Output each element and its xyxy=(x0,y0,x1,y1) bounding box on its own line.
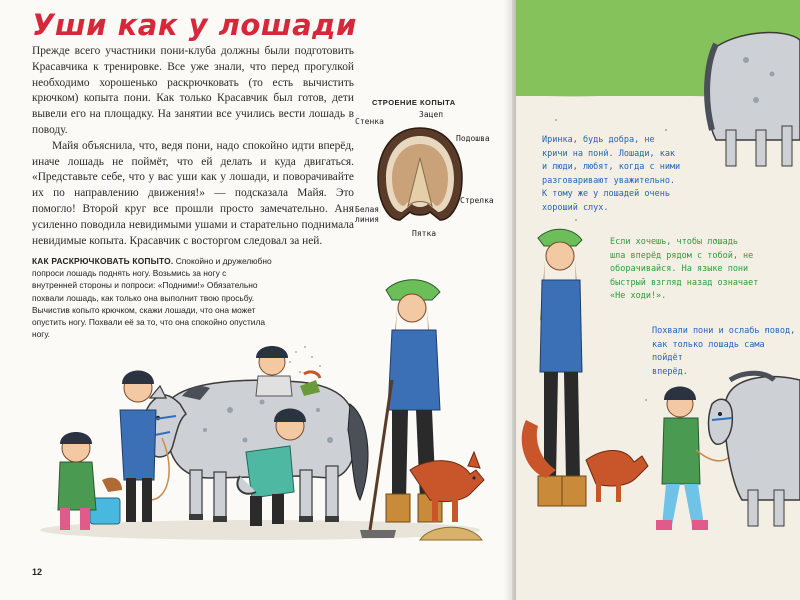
paragraph: Прежде всего участники пони-клуба должны были подготовить Красавчика к тренировке. Все уже знали, что перед прогулкой необходимо хорошенько раскрючковать (то есть вычистить крючком) копыта пони. Как только Красавчик был готов, дети вывели его на площадку. На занятии все учились вести лошадь в поводу. xyxy=(32,45,354,136)
note-line: хороший слух. xyxy=(542,202,609,213)
note-line: Иринка, будь добра, не xyxy=(542,135,655,145)
right-page xyxy=(516,0,800,600)
hoof-label-sole: Подошва xyxy=(456,134,490,143)
note-line: и люди, любят, когда с ними xyxy=(542,162,681,172)
note-line: оборачивайся. На языке пони xyxy=(610,264,749,274)
how-to-heading: КАК РАСКРЮЧКОВАТЬ КОПЫТО. xyxy=(32,256,174,266)
note-line: «Не ходи!». xyxy=(610,291,667,301)
page-number: 12 xyxy=(32,567,43,577)
hoof-diagram-title: СТРОЕНИЕ КОПЫТА xyxy=(372,98,456,107)
note-line: быстрый взгляд назад означает xyxy=(610,277,759,288)
child-with-bucket xyxy=(58,432,122,530)
note-line: Похвали пони и ослабь повод, xyxy=(652,326,796,336)
hoof-label-white-line: Белая линия xyxy=(355,205,380,224)
note-line: шла вперёд рядом с тобой, не xyxy=(610,250,754,261)
paragraph: Майя объяснила, что, ведя пони, надо спокойно идти вперёд, иначе лошадь не поймёт, что ей делать и куда двигаться. «Представьте себе, что у вас уши как у лошади, и поворачивайте их по направлению движения!» — подсказала Майя. Это помогло! Второй круг все прошли просто замечательно. Аня усиленно поводила невидимыми ушами и старательно поднимала невидимые копыта. Красавчик с восторгом следовал за ней. xyxy=(32,139,354,247)
note-line: К тому же у лошадей очень xyxy=(542,189,670,199)
note-line: как только лошадь сама пойдёт xyxy=(652,339,765,363)
coach-note-praise xyxy=(652,325,800,379)
pony-bottom-right xyxy=(709,373,800,526)
coach-note-voice xyxy=(542,134,680,215)
child-brushing xyxy=(256,346,320,396)
hoof-label-wall: Стенка xyxy=(355,117,384,126)
child-near-pony xyxy=(120,371,156,523)
note-line: вперёд. xyxy=(652,366,688,377)
coach-note-walk xyxy=(610,236,758,304)
hoof-label-frog: Стрелка xyxy=(460,196,494,205)
note-line: кричи на пони. Лошади, как xyxy=(542,148,676,159)
how-to-text: Спокойно и дружелюбно попроси лошадь поднять ногу. Возьмись за ногу с внутренней стороны и попроси: «Подними!» Обязательно похвали лошадь, как только она выполнит твою просьбу. Вычистив копыто крючком, скажи лошади, что она может опустить ногу. Похвали её за то, что она спокойно опустила ногу. xyxy=(32,256,272,340)
note-line: Если хочешь, чтобы лошадь xyxy=(610,237,738,247)
note-line: разговаривают уважительно. xyxy=(542,175,676,186)
page-title: Уши как у лошади xyxy=(32,8,357,42)
hoof-label-heel: Пятка xyxy=(412,229,437,238)
hoof-label-toe: Зацеп xyxy=(419,110,444,119)
